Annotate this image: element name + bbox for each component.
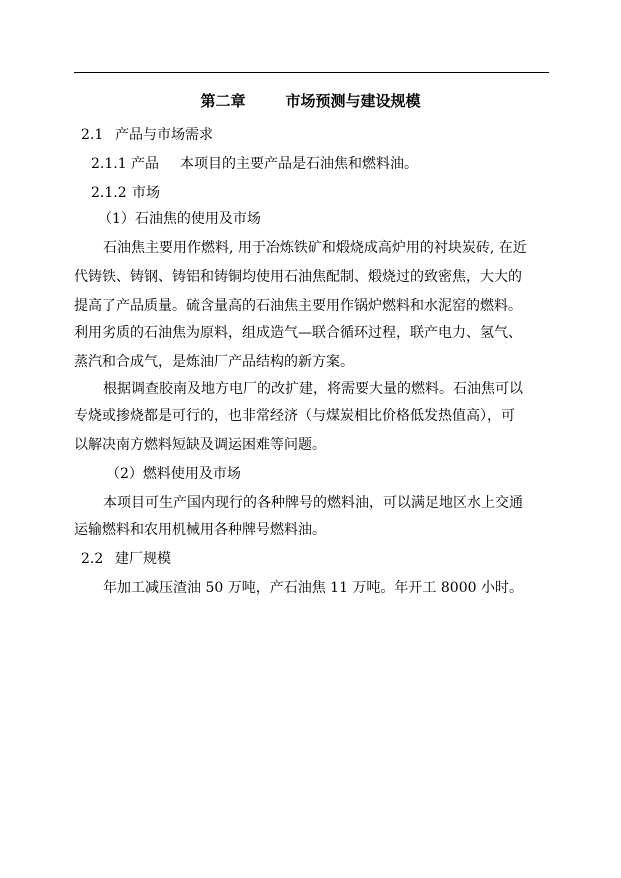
para1-line5: 蒸汽和合成气，是炼油厂产品结构的新方案。 <box>74 354 354 370</box>
section-number: 2.1.2 <box>91 185 127 201</box>
header-rule <box>74 72 549 73</box>
section-2-1-1 <box>91 154 418 174</box>
para2-line3: 以解决南方燃料短缺及调运困难等问题。 <box>74 437 326 453</box>
para4-line1: 年加工减压渣油 50 万吨，产石油焦 11 万吨。年开工 8000 小时。 <box>103 580 523 596</box>
section-2-1-2 <box>91 183 160 203</box>
section-text: 本项目的主要产品是石油焦和燃料油。 <box>180 156 418 172</box>
subsection-1-title: （1）石油焦的使用及市场 <box>98 211 261 227</box>
chapter-name: 市场预测与建设规模 <box>285 92 421 110</box>
section-2-2 <box>81 549 171 569</box>
section-title: 产品 <box>131 156 159 172</box>
section-number: 2.1 <box>81 127 104 143</box>
section-title: 建厂规模 <box>115 551 171 567</box>
section-title: 产品与市场需求 <box>115 127 213 143</box>
para3-line2: 运输燃料和农用机械用各种牌号燃料油。 <box>74 522 326 538</box>
para1-line4: 利用劣质的石油焦为原料，组成造气—联合循环过程，联产电力、氢气、 <box>74 325 522 341</box>
chapter-number: 第二章 <box>200 92 246 110</box>
para2-line2: 专烧或掺烧都是可行的，也非常经济（与煤炭相比价格低发热值高），可 <box>74 408 515 424</box>
para1-line1: 石油焦主要用作燃料, 用于冶炼铁矿和煅烧成高炉用的衬块炭砖, 在近 <box>103 240 527 256</box>
section-number: 2.1.1 <box>91 156 127 172</box>
chapter-title <box>0 90 621 112</box>
section-title: 市场 <box>132 185 160 201</box>
subsection-2-title: （2）燃料使用及市场 <box>106 466 241 482</box>
section-number: 2.2 <box>81 551 104 567</box>
para2-line1: 根据调查胶南及地方电厂的改扩建，将需要大量的燃料。石油焦可以 <box>103 381 523 397</box>
para1-line3: 提高了产品质量。硫含量高的石油焦主要用作锅炉燃料和水泥窑的燃料。 <box>74 298 522 314</box>
section-2-1 <box>81 125 213 145</box>
para3-line1: 本项目可生产国内现行的各种牌号的燃料油，可以满足地区水上交通 <box>103 495 523 511</box>
para1-line2: 代铸铁、铸钢、铸铝和铸铜均使用石油焦配制、煅烧过的致密焦，大大的 <box>74 269 522 285</box>
